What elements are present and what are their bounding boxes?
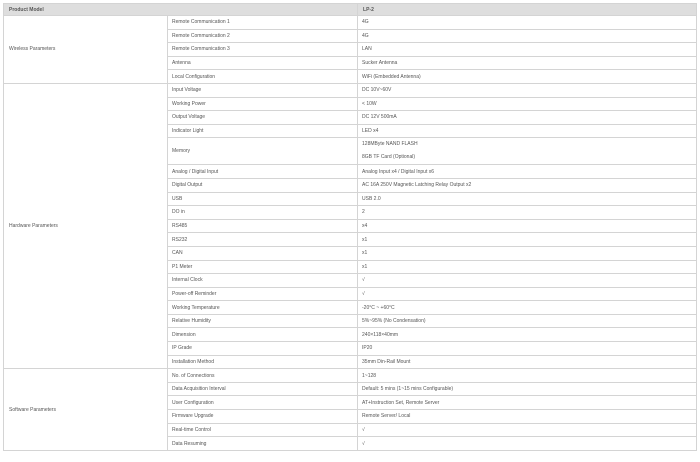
param-value: Default: 5 mins (1~15 mins Configurable) (358, 382, 697, 396)
spec-table (3, 3, 697, 451)
group-label-software: Software Parameters (4, 369, 168, 451)
param-name: Real-time Control (168, 423, 358, 437)
param-value: √ (358, 423, 697, 437)
param-name: Working Temperature (168, 301, 358, 315)
param-value: 5%~95% (No Condensation) (358, 314, 697, 328)
param-value: √ (358, 274, 697, 288)
param-name: CAN (168, 246, 358, 260)
table-row (4, 369, 697, 383)
param-value: < 10W (358, 97, 697, 111)
param-name: Remote Communication 3 (168, 43, 358, 57)
param-name: User Configuration (168, 396, 358, 410)
param-name: Output Voltage (168, 111, 358, 125)
table-row (4, 83, 697, 97)
param-value-multi (358, 138, 697, 165)
param-value: IP20 (358, 342, 697, 356)
param-value: 4G (358, 16, 697, 30)
param-name: Analog / Digital Input (168, 165, 358, 179)
param-name: Memory (168, 138, 358, 165)
header-label: Product Model (4, 4, 358, 16)
param-value: -20°C ~ +60°C (358, 301, 697, 315)
header-value: LP-2 (358, 4, 697, 16)
param-name: Internal Clock (168, 274, 358, 288)
param-value: x1 (358, 260, 697, 274)
param-value: 2 (358, 206, 697, 220)
param-name: Remote Communication 1 (168, 16, 358, 30)
header-row (4, 4, 697, 16)
param-value: USB 2.0 (358, 192, 697, 206)
param-name: Data Acquisition Interval (168, 382, 358, 396)
param-name: Power-off Reminder (168, 287, 358, 301)
param-name: Digital Output (168, 178, 358, 192)
param-value: √ (358, 437, 697, 451)
param-name: P1 Meter (168, 260, 358, 274)
param-value: 35mm Din-Rail Mount (358, 355, 697, 369)
param-value: AT+Instruction Set, Remote Server (358, 396, 697, 410)
param-name: Data Resuming (168, 437, 358, 451)
param-value: 1~128 (358, 369, 697, 383)
param-value-line: 128MByte NAND FLASH (362, 141, 418, 148)
param-value: LAN (358, 43, 697, 57)
param-name: Relative Humidity (168, 314, 358, 328)
param-name: USB (168, 192, 358, 206)
param-value: Sucker Antenna (358, 56, 697, 70)
param-value: WiFi (Embedded Antenna) (358, 70, 697, 84)
param-value: DC 10V~60V (358, 83, 697, 97)
param-name: Remote Communication 2 (168, 29, 358, 43)
param-value-line: 8GB TF Card (Optional) (362, 154, 415, 161)
param-name: Indicator Light (168, 124, 358, 138)
param-name: IP Grade (168, 342, 358, 356)
param-value: Remote Server/ Local (358, 410, 697, 424)
param-value: 4G (358, 29, 697, 43)
param-value: LED x4 (358, 124, 697, 138)
param-value: x4 (358, 219, 697, 233)
param-name: DO in (168, 206, 358, 220)
param-name: Antenna (168, 56, 358, 70)
param-name: Installation Method (168, 355, 358, 369)
table-row (4, 16, 697, 30)
param-value: DC 12V 500mA (358, 111, 697, 125)
param-value: x1 (358, 246, 697, 260)
param-value: x1 (358, 233, 697, 247)
param-name: RS232 (168, 233, 358, 247)
param-name: Dimension (168, 328, 358, 342)
param-value: 240×118×40mm (358, 328, 697, 342)
param-name: Input Voltage (168, 83, 358, 97)
param-value: AC 16A 250V Magnetic Latching Relay Output x2 (358, 178, 697, 192)
param-value: √ (358, 287, 697, 301)
param-name: Working Power (168, 97, 358, 111)
param-value: Analog Input x4 / Digital Input x6 (358, 165, 697, 179)
param-name: Local Configuration (168, 70, 358, 84)
param-name: Firmware Upgrade (168, 410, 358, 424)
group-label-wireless: Wireless Parameters (4, 16, 168, 84)
param-name: RS485 (168, 219, 358, 233)
group-label-hardware: Hardware Parameters (4, 83, 168, 368)
param-name: No. of Connections (168, 369, 358, 383)
